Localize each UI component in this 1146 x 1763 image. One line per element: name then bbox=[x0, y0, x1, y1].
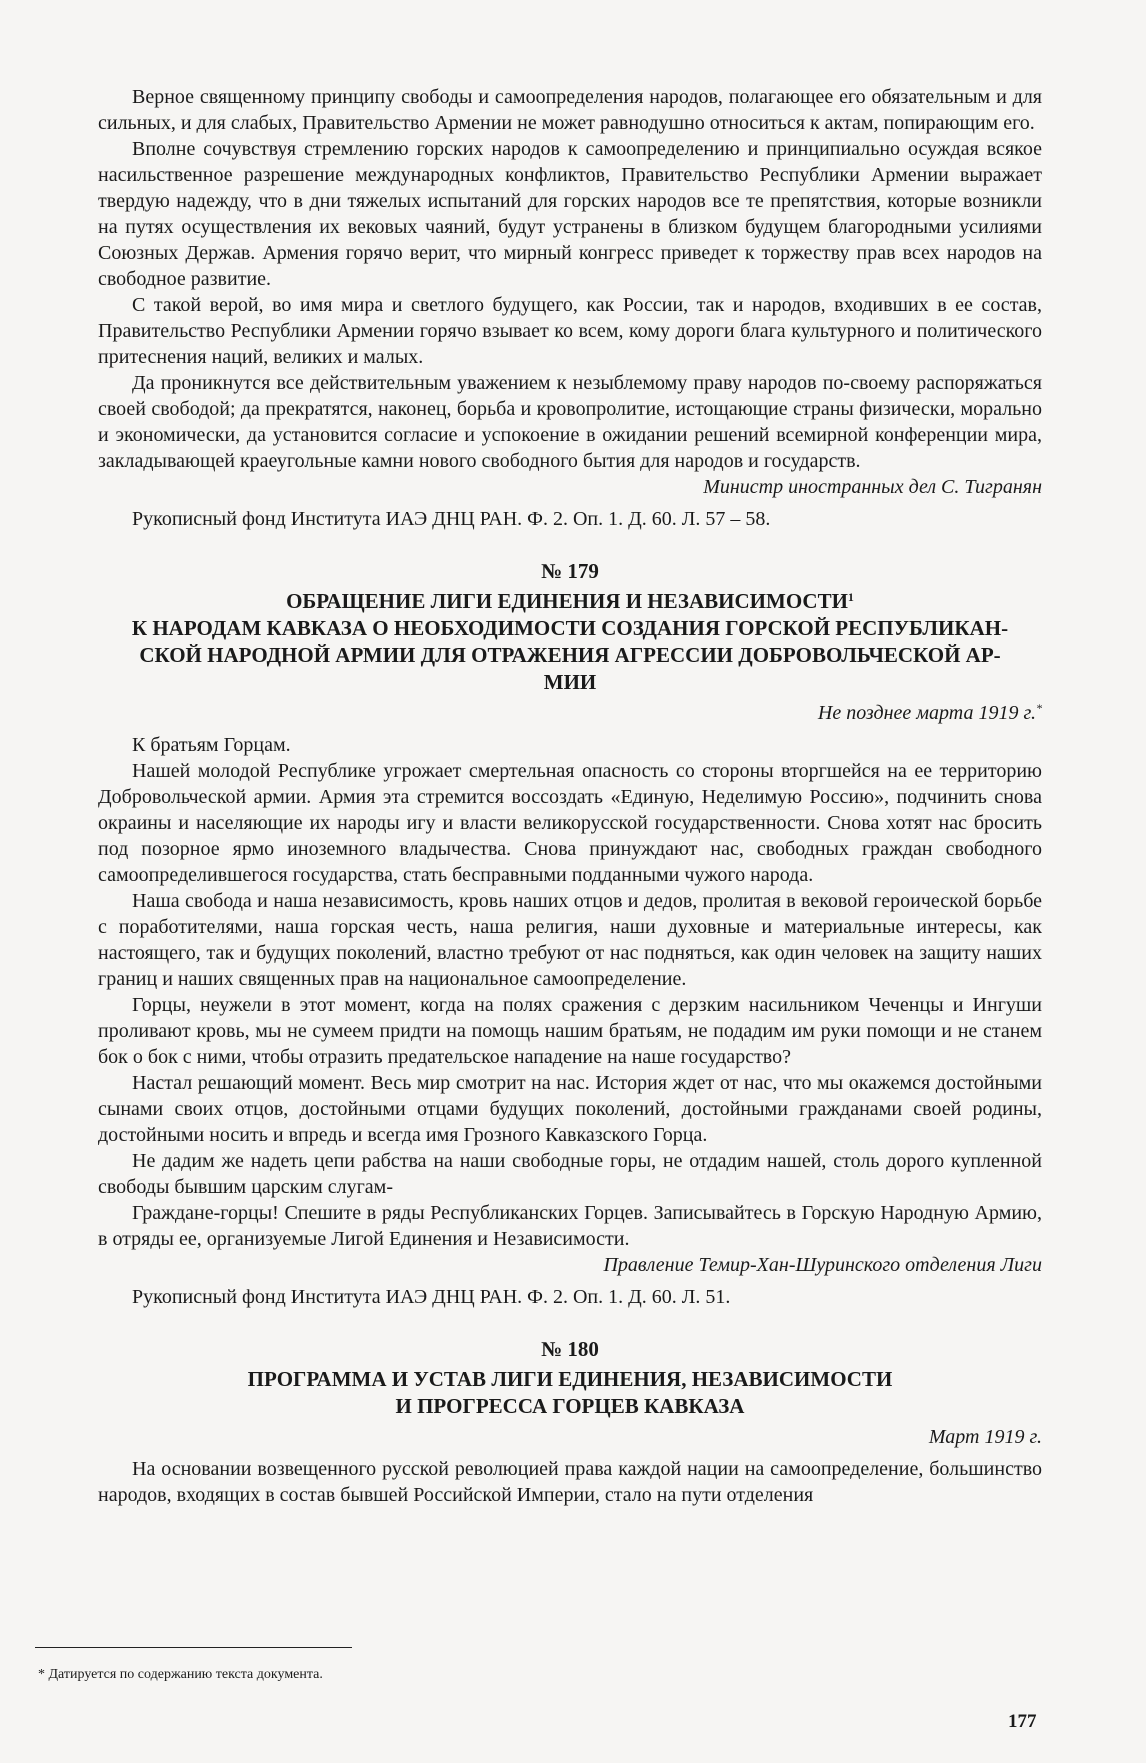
doc179-date bbox=[98, 700, 1042, 726]
doc178-paragraph-4: Да проникнутся все действительным уважением к незыблемому праву народов по-своему распоряжаться своей свободой; да прекратятся, наконец, борьба и кровопролитие, истощающие страны физически, морально и экономически, да установится согласие и успокоение в ожидании решений всемирной конференции мира, закладывающей краеугольные камни нового свободного бытия для народов и государств. bbox=[98, 372, 1042, 472]
doc179-source: Рукописный фонд Института ИАЭ ДНЦ РАН. Ф. 2. Оп. 1. Д. 60. Л. 51. bbox=[132, 1286, 731, 1308]
doc179-date-mark: * bbox=[1036, 701, 1042, 715]
doc179-paragraph-6: Граждане-горцы! Спешите в ряды Республиканских Горцев. Записывайтесь в Горскую Народную Армию, в отряды ее, организуемые Лигой Единения и Независимости. bbox=[98, 1202, 1042, 1250]
footnote-divider bbox=[35, 1647, 352, 1648]
doc179-paragraph-1: Нашей молодой Республике угрожает смертельная опасность со стороны вторгшейся на ее территорию Добровольческой армии. Армия эта стремится воссоздать «Единую, Неделимую Россию», подчинить снова окраины и населяющие их народы игу и власти великорусской государственности. Снова хотят нас бросить под позорное ярмо иноземного владычества. Снова принуждают нас, свободных граждан свободного самоопределившегося государства, стать бесправными подданными чужого народа. bbox=[98, 760, 1042, 886]
doc179-number: № 179 bbox=[541, 559, 599, 583]
doc178-paragraph-1: Верное священному принципу свободы и самоопределения народов, полагающее его обязательным и для сильных, и для слабых, Правительство Армении не может равнодушно относиться к актам, попирающим его. bbox=[98, 86, 1042, 134]
doc179-title-line3: СКОЙ НАРОДНОЙ АРМИИ ДЛЯ ОТРАЖЕНИЯ АГРЕССИИ ДОБРОВОЛЬЧЕСКОЙ АР- bbox=[139, 643, 1001, 667]
doc178-source: Рукописный фонд Института ИАЭ ДНЦ РАН. Ф. 2. Оп. 1. Д. 60. Л. 57 – 58. bbox=[132, 508, 771, 530]
doc179-title-text: ОБРАЩЕНИЕ ЛИГИ ЕДИНЕНИЯ И НЕЗАВИСИМОСТИ bbox=[286, 589, 848, 613]
doc180-title-line1: ПРОГРАММА И УСТАВ ЛИГИ ЕДИНЕНИЯ, НЕЗАВИСИМОСТИ bbox=[247, 1367, 893, 1391]
footnote-text: * Датируется по содержанию текста документа. bbox=[38, 1667, 323, 1682]
doc179-title bbox=[98, 588, 1042, 696]
doc178-signature: Министр иностранных дел С. Тигранян bbox=[703, 476, 1042, 498]
doc180-number: № 180 bbox=[541, 1337, 599, 1361]
doc180-title bbox=[98, 1366, 1042, 1420]
doc178-paragraph-2: Вполне сочувствуя стремлению горских народов к самоопределению и принципиально осуждая всякое насильственное разрешение международных конфликтов, Правительство Республики Армении выражает твердую надежду, что в дни тяжелых испытаний для горских народов все те препятствия, которые возникли на путях осуществления их вековых чаяний, будут устранены в близком будущем благородными усилиями Союзных Держав. Армения горячо верит, что мирный конгресс приведет к торжеству прав всех народов на свободное развитие. bbox=[98, 138, 1042, 290]
doc179-paragraph-3: Горцы, неужели в этот момент, когда на полях сражения с дерзким насильником Чеченцы и Ингуши проливают кровь, мы не сумеем придти на помощь нашим братьям, не подадим им руки помощи и не станем бок о бок с ними, чтобы отразить предательское нападение на наше государство? bbox=[98, 994, 1042, 1068]
page-number: 177 bbox=[1008, 1711, 1037, 1732]
doc180-title-line2: И ПРОГРЕССА ГОРЦЕВ КАВКАЗА bbox=[395, 1394, 745, 1418]
doc179-paragraph-5: Не дадим же надеть цепи рабства на наши свободные горы, не отдадим нашей, столь дорого купленной свободы бывшим царским слугам- bbox=[98, 1150, 1042, 1198]
footnote-ref-1: 1 bbox=[847, 590, 854, 604]
doc179-paragraph-2: Наша свобода и наша независимость, кровь наших отцов и дедов, пролитая в вековой героической борьбе с поработителями, наша горская честь, наша религия, наши духовные и материальные интересы, как настоящего, так и будущих поколений, властно требуют от нас подняться, как один человек на защиту наших границ и наших священных прав на национальное самоопределение. bbox=[98, 890, 1042, 990]
doc178-paragraph-3: С такой верой, во имя мира и светлого будущего, как России, так и народов, входивших в ее состав, Правительство Республики Армении горячо взывает ко всем, кому дороги блага культурного и политического притеснения наций, великих и малых. bbox=[98, 294, 1042, 368]
doc179-title-line2: К НАРОДАМ КАВКАЗА О НЕОБХОДИМОСТИ СОЗДАНИЯ ГОРСКОЙ РЕСПУБЛИКАН- bbox=[131, 616, 1009, 640]
doc179-paragraph-4: Настал решающий момент. Весь мир смотрит на нас. История ждет от нас, что мы окажемся достойными сынами своих отцов, достойными отцами будущих поколений, достойными гражданами своей родины, достойными носить и впредь и всегда имя Грозного Кавказского Горца. bbox=[98, 1072, 1042, 1146]
doc180-date: Март 1919 г. bbox=[928, 1426, 1042, 1448]
page-content bbox=[98, 84, 1042, 1508]
doc179-signature: Правление Темир-Хан-Шуринского отделения Лиги bbox=[603, 1254, 1042, 1276]
doc179-title-line4: МИИ bbox=[543, 670, 597, 694]
doc179-greeting: К братьям Горцам. bbox=[132, 734, 291, 756]
doc179-title-line1 bbox=[98, 588, 1042, 615]
doc179-date-text: Не позднее марта 1919 г. bbox=[817, 702, 1036, 724]
doc180-paragraph-1: На основании возвещенного русской революцией права каждой нации на самоопределение, большинство народов, входящих в состав бывшей Российской Империи, стало на пути отделения bbox=[98, 1458, 1042, 1506]
